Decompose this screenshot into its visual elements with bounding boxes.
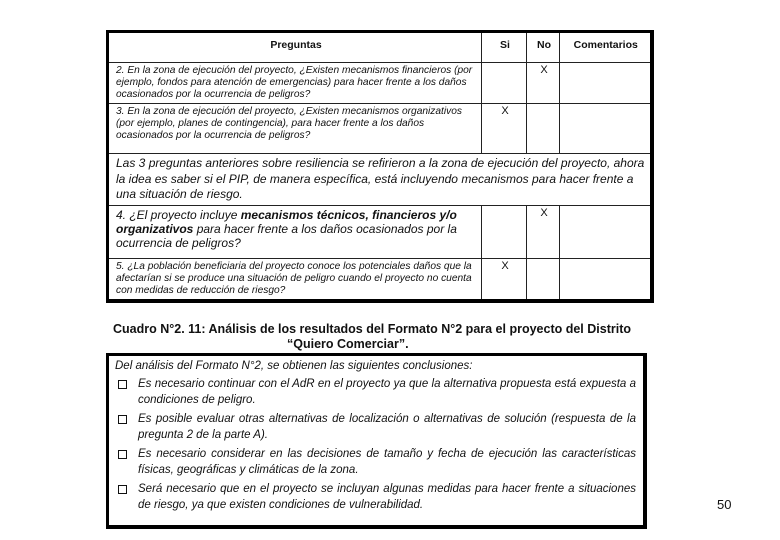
checkbox-bullet-icon <box>118 380 127 389</box>
note-row <box>108 154 652 206</box>
answer-yes <box>482 63 527 104</box>
comment-cell <box>560 258 652 301</box>
resilience-note: Las 3 preguntas anteriores sobre resiliencia se refirieron a la zona de ejecución del proyecto, ahora la idea es saber si el PIP, de manera específica, está incluyendo mecanismos para hacer frente a una situación de riesgo. <box>108 154 652 206</box>
answer-yes: X <box>482 258 527 301</box>
table-row <box>108 258 652 301</box>
question-5: 5. ¿La población beneficiaria del proyecto conoce los potenciales daños que la afectarían si se produce una situación de peligro cuando el proyecto no cuenta con medidas de reducción de riesgo? <box>108 258 482 301</box>
question-3: 3. En la zona de ejecución del proyecto, ¿Existen mecanismos organizativos (por ejemplo, planes de contingencia), para hacer frente a los daños ocasionados por la ocurrencia de peligros? <box>108 104 482 154</box>
comment-cell <box>560 205 652 258</box>
list-item <box>109 446 643 478</box>
list-item <box>109 411 643 443</box>
conclusion-text: Es posible evaluar otras alternativas de localización o alternativas de solución (respuesta de la pregunta 2 de la parte A). <box>138 413 636 441</box>
answer-no: X <box>527 63 560 104</box>
conclusion-text: Será necesario que en el proyecto se incluyan algunas medidas para hacer frente a situaciones de riesgo, ya que existen condiciones de vulnerabilidad. <box>138 483 636 511</box>
conclusions-box <box>106 353 647 529</box>
checkbox-bullet-icon <box>118 450 127 459</box>
header-questions: Preguntas <box>108 32 482 63</box>
answer-no: X <box>527 205 560 258</box>
question-4-tail: para hacer frente a los daños ocasionados por la ocurrencia de peligros? <box>116 221 457 250</box>
question-2: 2. En la zona de ejecución del proyecto, ¿Existen mecanismos financieros (por ejemplo, fondos para atención de emergencias) para hacer frente a los daños ocasionados por la ocurrencia de peligros? <box>108 63 482 104</box>
caption-line-1: Cuadro N°2. 11: Análisis de los resultados del Formato N°2 para el proyecto del Distrito <box>113 322 631 336</box>
header-yes: Si <box>482 32 527 63</box>
conclusions-intro: Del análisis del Formato N°2, se obtienen las siguientes conclusiones: <box>115 360 473 372</box>
questions-table <box>106 30 654 303</box>
question-4 <box>108 205 482 258</box>
header-comments: Comentarios <box>560 32 652 63</box>
caption-line-2: “Quiero Comerciar”. <box>287 336 409 351</box>
header-no: No <box>527 32 560 63</box>
comment-cell <box>560 104 652 154</box>
answer-no <box>527 104 560 154</box>
checkbox-bullet-icon <box>118 485 127 494</box>
checkbox-bullet-icon <box>118 415 127 424</box>
list-item <box>109 376 643 408</box>
answer-yes <box>482 205 527 258</box>
conclusion-text: Es necesario continuar con el AdR en el proyecto ya que la alternativa propuesta está expuesta a condiciones de peligro. <box>138 378 636 406</box>
table-row <box>108 205 652 258</box>
table-header-row <box>108 32 652 63</box>
question-4-lead: 4. ¿El proyecto incluye <box>116 207 238 222</box>
table-row <box>108 63 652 104</box>
table-caption <box>113 322 653 351</box>
conclusion-text: Es necesario considerar en las decisiones de tamaño y fecha de ejecución las características físicas, geográficas y climáticas de la zona. <box>138 448 636 476</box>
answer-no <box>527 258 560 301</box>
table-row <box>108 104 652 154</box>
page-number: 50 <box>717 497 732 512</box>
question-4-bold: mecanismos técnicos, financieros y/o organizativos <box>116 207 457 236</box>
answer-yes: X <box>482 104 527 154</box>
list-item <box>109 481 643 513</box>
comment-cell <box>560 63 652 104</box>
